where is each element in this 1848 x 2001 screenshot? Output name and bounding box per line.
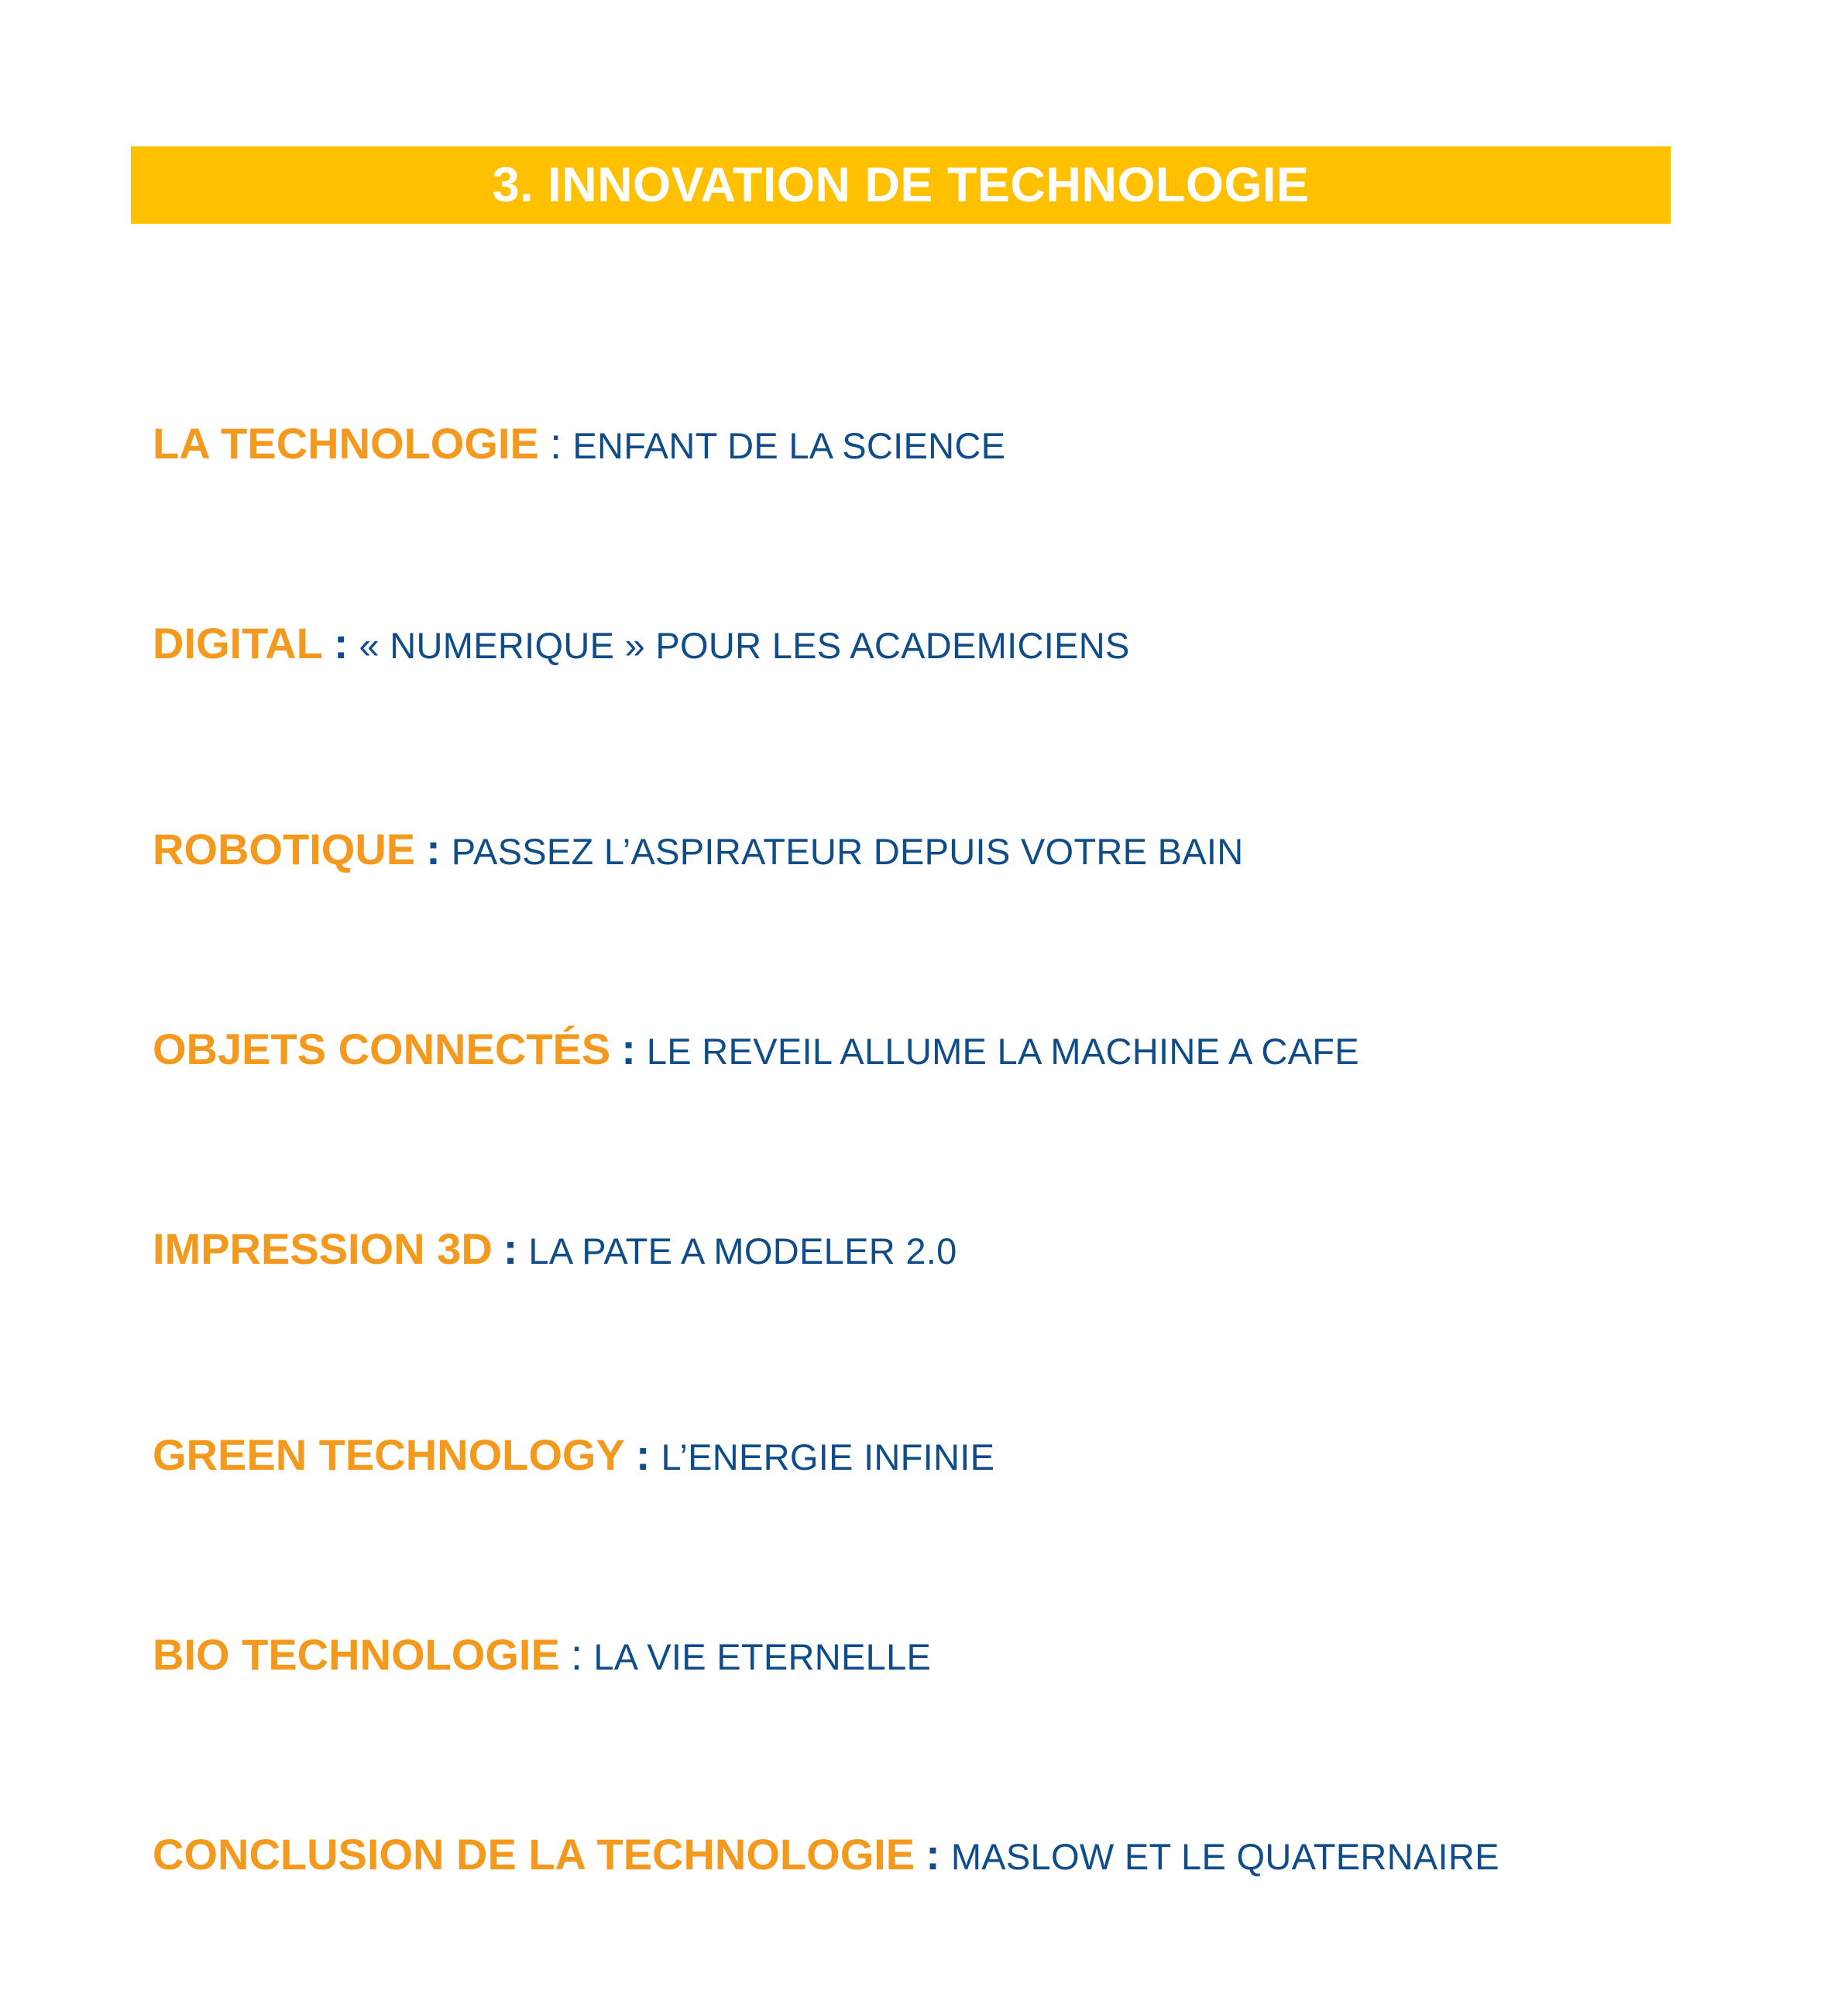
agenda-item <box>153 1224 957 1273</box>
agenda-item-description: « NUMERIQUE » POUR LES ACADEMICIENS <box>359 625 1130 666</box>
agenda-item-title: CONCLUSION DE LA TECHNOLOGIE <box>153 1830 915 1879</box>
agenda-item-description: LA VIE ETERNELLE <box>593 1636 932 1677</box>
agenda-item-description: LE REVEIL ALLUME LA MACHINE A CAFE <box>646 1031 1359 1072</box>
agenda-item-title: ROBOTIQUE <box>153 825 416 874</box>
agenda-item-separator: : <box>570 1630 583 1679</box>
agenda-item-title: DIGITAL <box>153 619 323 668</box>
agenda-item-separator: : <box>426 825 441 874</box>
agenda-item-title: BIO TECHNOLOGIE <box>153 1630 560 1679</box>
section-title: 3. INNOVATION DE TECHNOLOGIE <box>492 158 1310 212</box>
agenda-item-separator: : <box>635 1430 651 1479</box>
agenda-item <box>153 619 1130 668</box>
agenda-item <box>153 419 1006 468</box>
agenda-item-description: PASSEZ L’ASPIRATEUR DEPUIS VOTRE BAIN <box>451 831 1244 872</box>
agenda-item-description: ENFANT DE LA SCIENCE <box>572 425 1006 466</box>
agenda-item <box>153 1830 1499 1879</box>
agenda-item-title: OBJETS CONNECTÉS <box>153 1025 611 1073</box>
agenda-item <box>153 1630 932 1679</box>
agenda-item-description: LA PATE A MODELER 2.0 <box>528 1230 957 1272</box>
agenda-item-separator: : <box>621 1025 636 1073</box>
agenda-item <box>153 825 1244 874</box>
agenda-item <box>153 1430 995 1479</box>
agenda-item-title: GREEN TECHNOLOGY <box>153 1430 625 1479</box>
agenda-item-separator: : <box>926 1830 940 1879</box>
agenda-item-title: IMPRESSION 3D <box>153 1224 493 1273</box>
agenda-item-description: MASLOW ET LE QUATERNAIRE <box>950 1836 1499 1877</box>
agenda-item-separator: : <box>549 419 562 468</box>
agenda-item <box>153 1025 1359 1073</box>
section-banner <box>131 146 1671 224</box>
agenda-item-separator: : <box>503 1224 518 1273</box>
agenda-item-description: L’ENERGIE INFINIE <box>661 1436 995 1478</box>
agenda-item-separator: : <box>333 619 349 668</box>
agenda-item-title: LA TECHNOLOGIE <box>153 419 539 468</box>
